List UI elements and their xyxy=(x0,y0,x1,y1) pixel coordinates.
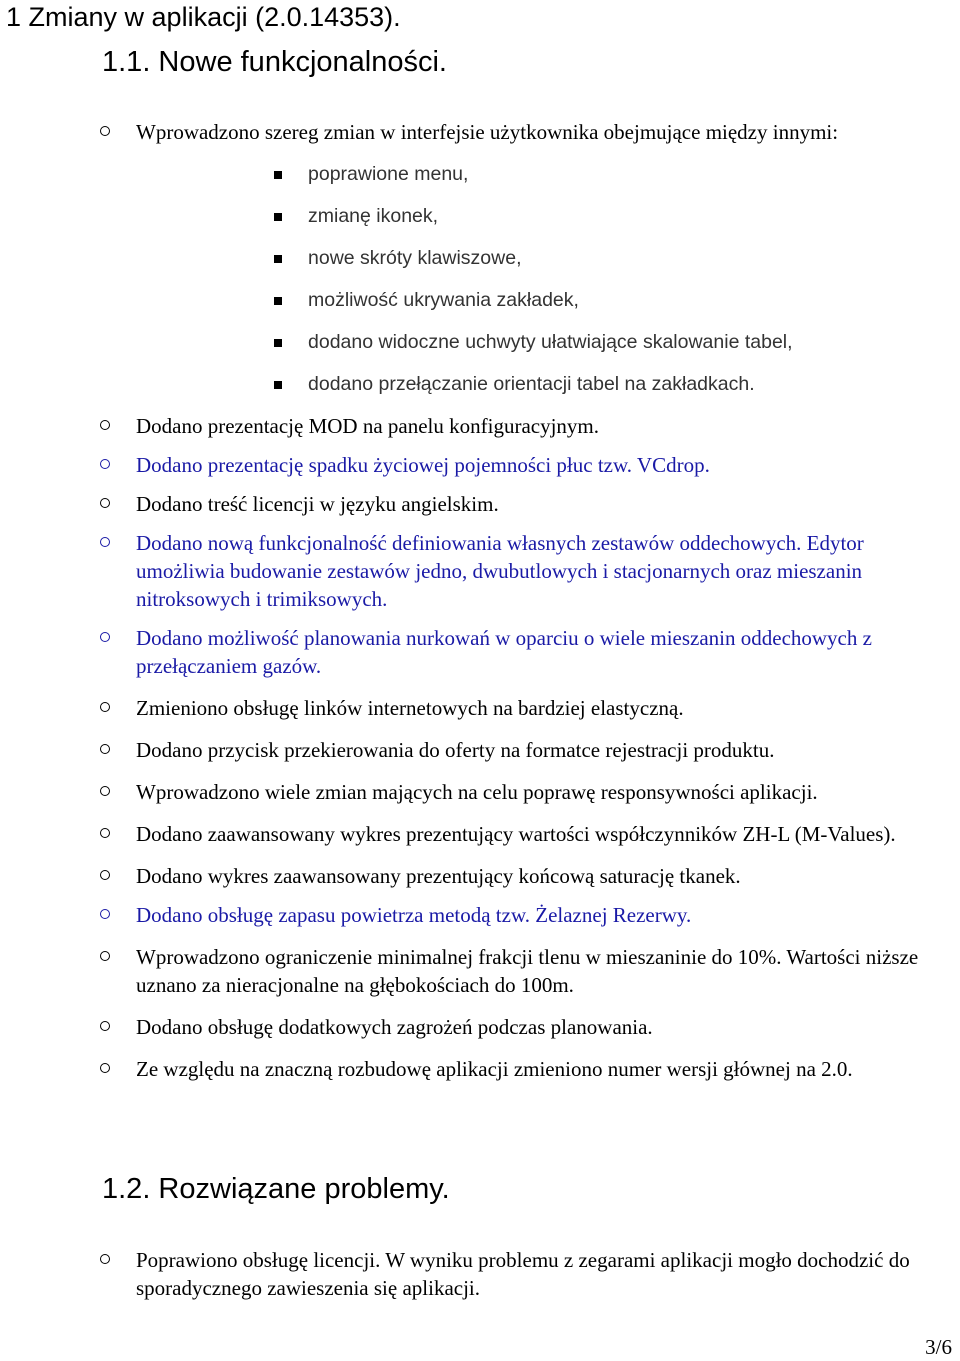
list-item-text: Dodano przycisk przekierowania do oferty na formatce rejestracji produktu. xyxy=(136,738,775,762)
list-item xyxy=(0,490,960,518)
list-item xyxy=(0,451,960,479)
list-item xyxy=(0,1013,960,1041)
resolved-problems-list xyxy=(0,1246,960,1302)
circle-bullet-icon xyxy=(100,870,110,880)
sublist-item-text: dodano przełączanie orientacji tabel na zakładkach. xyxy=(308,373,755,395)
list-item xyxy=(0,820,960,848)
list-item xyxy=(0,1246,960,1302)
circle-bullet-icon xyxy=(100,1021,110,1031)
page-number: 3/6 xyxy=(925,1335,952,1359)
list-item xyxy=(0,901,960,929)
square-bullet-icon xyxy=(274,213,282,221)
circle-bullet-icon xyxy=(100,632,110,642)
list-item-text: Dodano treść licencji w języku angielskim. xyxy=(136,492,499,516)
new-features-list xyxy=(0,118,960,1083)
square-bullet-icon xyxy=(274,171,282,179)
list-item-text: Dodano prezentację spadku życiowej pojemności płuc tzw. VCdrop. xyxy=(136,453,710,477)
section-heading-new-features: 1.1. Nowe funkcjonalności. xyxy=(102,46,447,78)
list-item-text: Dodano możliwość planowania nurkowań w oparciu o wiele mieszanin oddechowych z przełączaniem gazów. xyxy=(136,626,872,678)
list-item-text: Wprowadzono wiele zmian mających na celu poprawę responsywności aplikacji. xyxy=(136,780,818,804)
circle-bullet-icon xyxy=(100,702,110,712)
list-item-text: Dodano prezentację MOD na panelu konfiguracyjnym. xyxy=(136,414,600,438)
list-item-text: Dodano obsługę dodatkowych zagrożeń podczas planowania. xyxy=(136,1015,653,1039)
circle-bullet-icon xyxy=(100,126,110,136)
sublist-item-text: dodano widoczne uchwyty ułatwiające skalowanie tabel, xyxy=(308,331,793,353)
square-bullet-icon xyxy=(274,297,282,305)
list-item-text: Dodano obsługę zapasu powietrza metodą tzw. Żelaznej Rezerwy. xyxy=(136,903,692,927)
sublist-item xyxy=(136,160,942,188)
chapter-heading: 1 Zmiany w aplikacji (2.0.14353). xyxy=(6,2,401,32)
list-item xyxy=(0,943,960,999)
list-item-text: Dodano wykres zaawansowany prezentujący końcową saturację tkanek. xyxy=(136,864,741,888)
sublist-item-text: zmianę ikonek, xyxy=(308,205,439,227)
sublist-item xyxy=(136,202,942,230)
section-heading-resolved-problems: 1.2. Rozwiązane problemy. xyxy=(102,1173,450,1205)
sublist-item xyxy=(136,328,942,356)
circle-bullet-icon xyxy=(100,1063,110,1073)
list-item xyxy=(0,736,960,764)
circle-bullet-icon xyxy=(100,459,110,469)
list-item xyxy=(0,862,960,890)
list-item-text: Dodano nową funkcjonalność definiowania własnych zestawów oddechowych. Edytor umożliwia budowanie zestawów jedno, dwubutlowych i stacjonarnych oraz mieszanin nitroksowych i trimiksowych. xyxy=(136,531,864,611)
list-item xyxy=(0,624,960,680)
list-item-text: Poprawiono obsługę licencji. W wyniku problemu z zegarami aplikacji mogło dochodzić do sporadycznego zawieszenia się aplikacji. xyxy=(136,1248,910,1300)
square-bullet-icon xyxy=(274,381,282,389)
square-bullet-icon xyxy=(274,255,282,263)
circle-bullet-icon xyxy=(100,744,110,754)
list-item-text: Ze względu na znaczną rozbudowę aplikacji zmieniono numer wersji głównej na 2.0. xyxy=(136,1057,853,1081)
sublist-item-text: poprawione menu, xyxy=(308,163,469,185)
circle-bullet-icon xyxy=(100,909,110,919)
list-item xyxy=(0,694,960,722)
sublist-item-text: nowe skróty klawiszowe, xyxy=(308,247,522,269)
list-item xyxy=(0,412,960,440)
list-item-text: Wprowadzono ograniczenie minimalnej frakcji tlenu w mieszaninie do 10%. Wartości niższe uznano za nieracjonalne na głębokościach do 100m. xyxy=(136,945,919,997)
circle-bullet-icon xyxy=(100,420,110,430)
list-item-text: Wprowadzono szereg zmian w interfejsie użytkownika obejmujące między innymi: xyxy=(136,120,839,144)
circle-bullet-icon xyxy=(100,1254,110,1264)
sublist-item xyxy=(136,370,942,398)
list-item-text: Dodano zaawansowany wykres prezentujący wartości współczynników ZH-L (M-Values). xyxy=(136,822,896,846)
list-item xyxy=(0,118,960,398)
circle-bullet-icon xyxy=(100,786,110,796)
circle-bullet-icon xyxy=(100,498,110,508)
square-bullet-icon xyxy=(274,339,282,347)
list-item xyxy=(0,1055,960,1083)
circle-bullet-icon xyxy=(100,951,110,961)
ui-changes-sublist xyxy=(136,160,942,398)
sublist-item-text: możliwość ukrywania zakładek, xyxy=(308,289,579,311)
list-item xyxy=(0,529,960,613)
circle-bullet-icon xyxy=(100,537,110,547)
sublist-item xyxy=(136,244,942,272)
sublist-item xyxy=(136,286,942,314)
circle-bullet-icon xyxy=(100,828,110,838)
list-item xyxy=(0,778,960,806)
list-item-text: Zmieniono obsługę linków internetowych na bardziej elastyczną. xyxy=(136,696,684,720)
